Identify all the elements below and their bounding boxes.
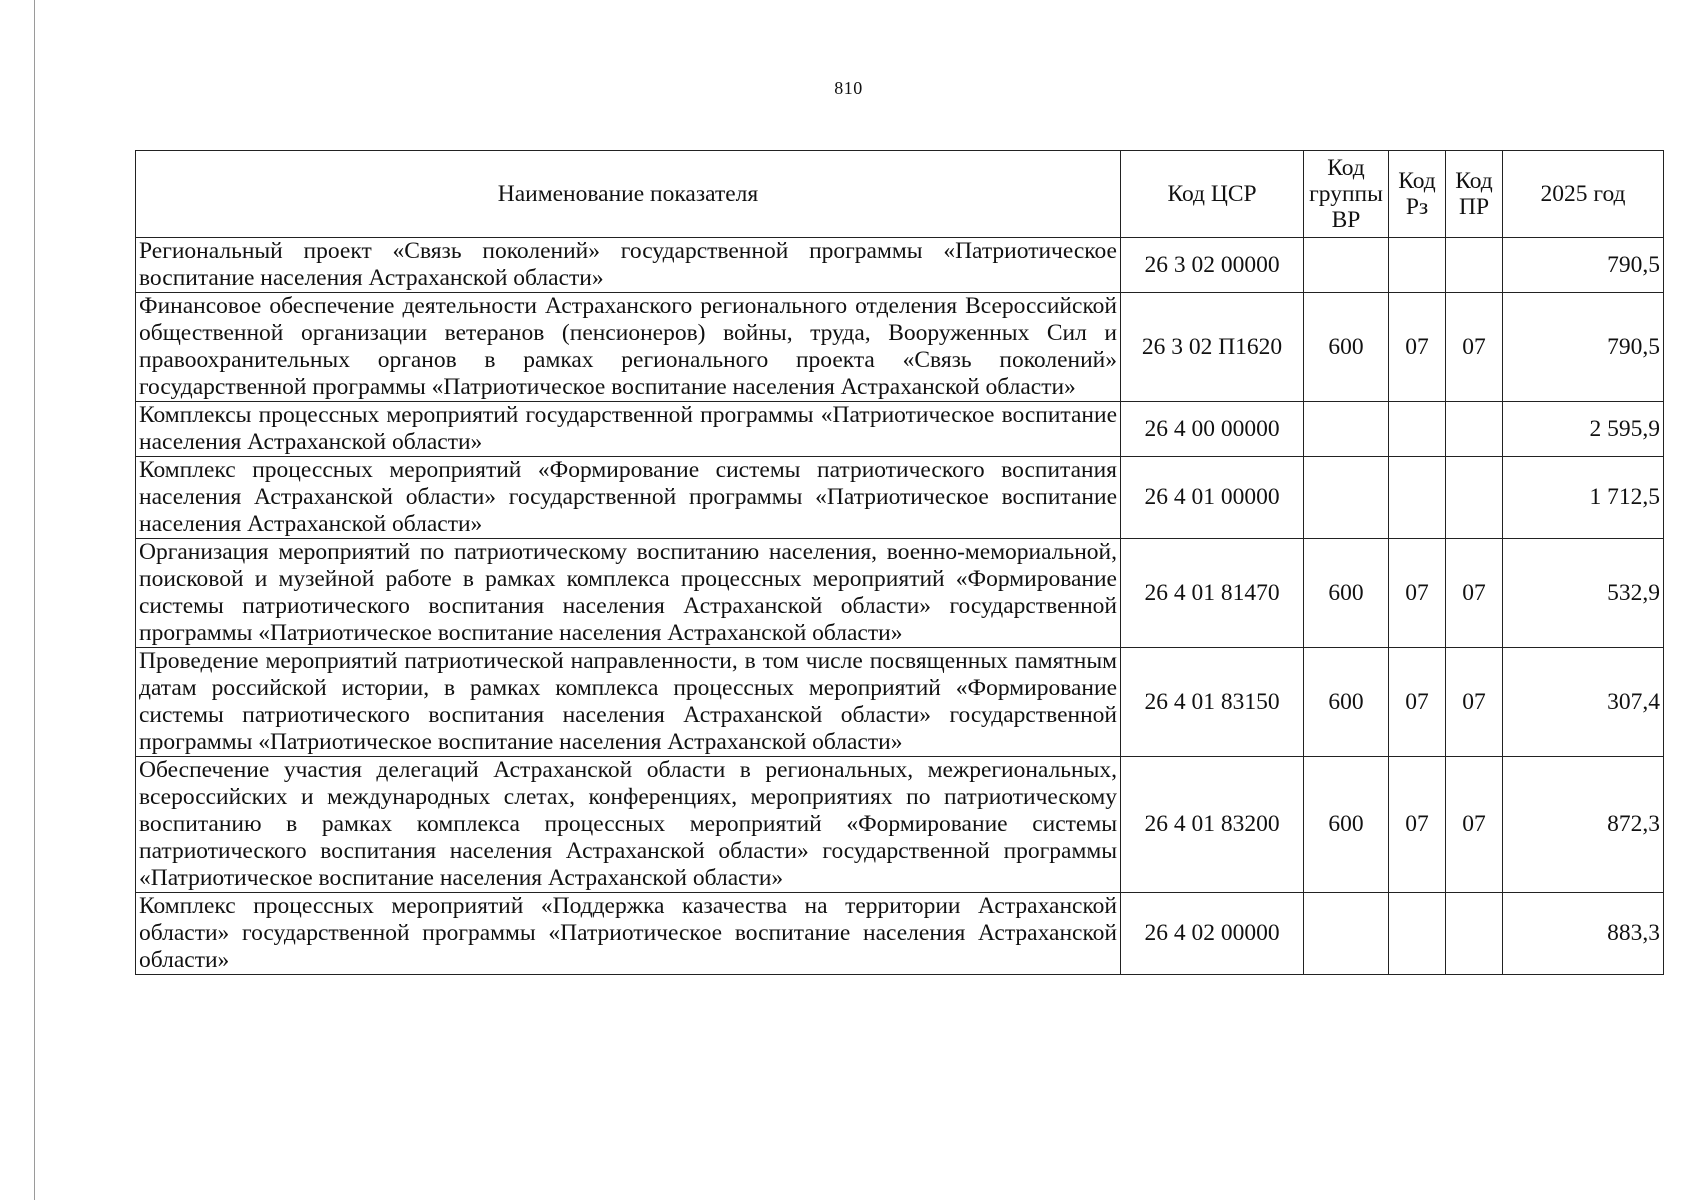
row-rz-code: 07: [1389, 757, 1446, 893]
row-vr-code: 600: [1304, 648, 1389, 757]
page-number: 810: [834, 78, 863, 98]
row-pr-code: 07: [1446, 648, 1503, 757]
header-rz-code: Код Рз: [1389, 151, 1446, 238]
row-csr-code: 26 4 00 00000: [1121, 402, 1304, 457]
table-row: [136, 539, 1664, 648]
row-csr-code: 26 4 02 00000: [1121, 893, 1304, 975]
row-pr-code: 07: [1446, 757, 1503, 893]
row-pr-code: [1446, 238, 1503, 293]
row-rz-code: 07: [1389, 293, 1446, 402]
row-name: Организация мероприятий по патриотическому воспитанию населения, военно-мемориальной, поисковой и музейной работе в рамках комплекса процессных мероприятий «Формирование системы патриотического воспитания населения Астраханской области» государственной программы «Патриотическое воспитание населения Астраханской области»: [136, 539, 1121, 648]
row-amount: 872,3: [1503, 757, 1664, 893]
row-csr-code: 26 3 02 П1620: [1121, 293, 1304, 402]
header-pr-code: Код ПР: [1446, 151, 1503, 238]
row-vr-code: 600: [1304, 757, 1389, 893]
row-amount: 883,3: [1503, 893, 1664, 975]
row-amount: 790,5: [1503, 293, 1664, 402]
row-rz-code: 07: [1389, 539, 1446, 648]
row-csr-code: 26 4 01 81470: [1121, 539, 1304, 648]
binding-margin-line: [34, 0, 35, 1200]
row-vr-code: 600: [1304, 293, 1389, 402]
row-vr-code: [1304, 402, 1389, 457]
row-name: Комплексы процессных мероприятий государственной программы «Патриотическое воспитание населения Астраханской области»: [136, 402, 1121, 457]
header-csr-code: Код ЦСР: [1121, 151, 1304, 238]
row-rz-code: [1389, 402, 1446, 457]
table-row: [136, 757, 1664, 893]
row-csr-code: 26 4 01 83150: [1121, 648, 1304, 757]
row-vr-code: [1304, 893, 1389, 975]
table-row: [136, 648, 1664, 757]
row-name: Финансовое обеспечение деятельности Астраханского регионального отделения Всероссийской общественной организации ветеранов (пенсионеров) войны, труда, Вооруженных Сил и правоохранительных органов в рамках регионального проекта «Связь поколений» государственной программы «Патриотическое воспитание населения Астраханской области»: [136, 293, 1121, 402]
row-amount: 790,5: [1503, 238, 1664, 293]
row-csr-code: 26 4 01 83200: [1121, 757, 1304, 893]
row-pr-code: 07: [1446, 293, 1503, 402]
row-amount: 532,9: [1503, 539, 1664, 648]
budget-table: [135, 150, 1664, 975]
table-row: [136, 457, 1664, 539]
table-row: [136, 293, 1664, 402]
row-name: Обеспечение участия делегаций Астраханской области в региональных, межрегиональных, всероссийских и международных слетах, конференциях, мероприятиях по патриотическому воспитанию в рамках комплекса процессных мероприятий «Формирование системы патриотического воспитания населения Астраханской области» государственной программы «Патриотическое воспитание населения Астраханской области»: [136, 757, 1121, 893]
header-name: Наименование показателя: [136, 151, 1121, 238]
row-csr-code: 26 3 02 00000: [1121, 238, 1304, 293]
row-vr-code: [1304, 457, 1389, 539]
row-pr-code: [1446, 893, 1503, 975]
row-csr-code: 26 4 01 00000: [1121, 457, 1304, 539]
header-vr-code: Код группы ВР: [1304, 151, 1389, 238]
table-row: [136, 893, 1664, 975]
row-pr-code: [1446, 402, 1503, 457]
row-name: Комплекс процессных мероприятий «Формирование системы патриотического воспитания населения Астраханской области» государственной программы «Патриотическое воспитание населения Астраханской области»: [136, 457, 1121, 539]
row-name: Комплекс процессных мероприятий «Поддержка казачества на территории Астраханской области» государственной программы «Патриотическое воспитание населения Астраханской области»: [136, 893, 1121, 975]
row-rz-code: [1389, 238, 1446, 293]
row-name: Региональный проект «Связь поколений» государственной программы «Патриотическое воспитание населения Астраханской области»: [136, 238, 1121, 293]
row-vr-code: [1304, 238, 1389, 293]
row-pr-code: 07: [1446, 539, 1503, 648]
row-name: Проведение мероприятий патриотической направленности, в том числе посвященных памятным датам российской истории, в рамках комплекса процессных мероприятий «Формирование системы патриотического воспитания населения Астраханской области» государственной программы «Патриотическое воспитание населения Астраханской области»: [136, 648, 1121, 757]
row-rz-code: [1389, 457, 1446, 539]
row-amount: 2 595,9: [1503, 402, 1664, 457]
row-amount: 1 712,5: [1503, 457, 1664, 539]
header-year: 2025 год: [1503, 151, 1664, 238]
table-row: [136, 238, 1664, 293]
table-header-row: [136, 151, 1664, 238]
table-row: [136, 402, 1664, 457]
row-pr-code: [1446, 457, 1503, 539]
row-rz-code: 07: [1389, 648, 1446, 757]
row-vr-code: 600: [1304, 539, 1389, 648]
row-rz-code: [1389, 893, 1446, 975]
row-amount: 307,4: [1503, 648, 1664, 757]
